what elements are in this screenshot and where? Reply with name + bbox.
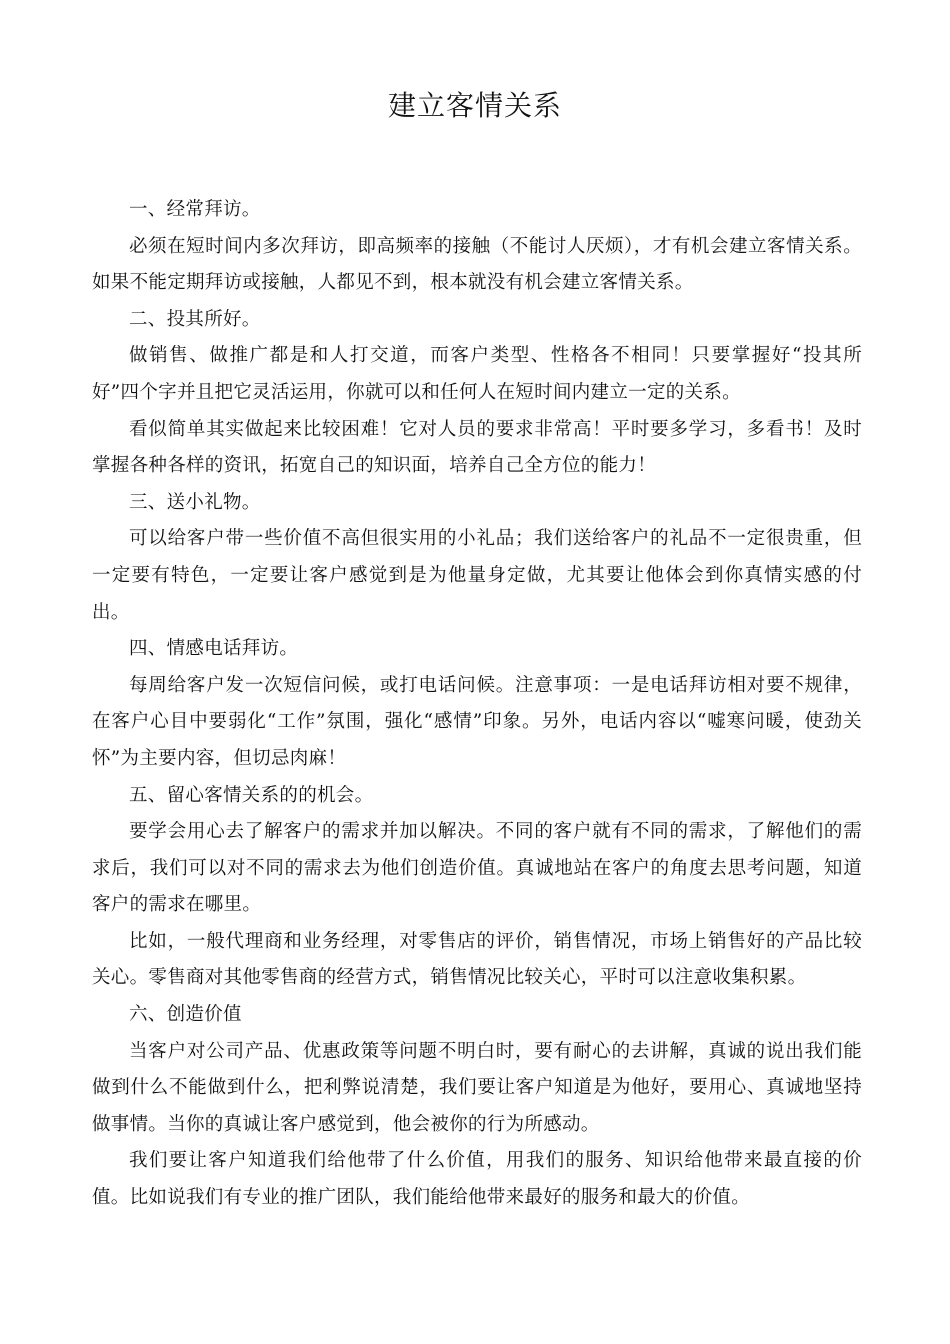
body-paragraph: 当客户对公司产品、优惠政策等问题不明白时，要有耐心的去讲解，真诚的说出我们能做到什么不能做到什么，把利弊说清楚，我们要让客户知道是为他好，要用心、真诚地坚持做事情。当你的真诚让客户感觉到，他会被你的行为所感动。 <box>92 1040 862 1135</box>
document-body <box>92 192 862 1217</box>
body-paragraph: 比如，一般代理商和业务经理，对零售店的评价，销售情况，市场上销售好的产品比较关心。零售商对其他零售商的经营方式，销售情况比较关心，平时可以注意收集积累。 <box>92 930 862 989</box>
body-paragraph: 可以给客户带一些价值不高但很实用的小礼品；我们送给客户的礼品不一定很贵重，但一定要有特色，一定要让客户感觉到是为他量身定做，尤其要让他体会到你真情实感的付出。 <box>92 528 862 623</box>
body-paragraph: 必须在短时间内多次拜访，即高频率的接触（不能讨人厌烦），才有机会建立客情关系。如果不能定期拜访或接触，人都见不到，根本就没有机会建立客情关系。 <box>92 235 862 294</box>
section-heading: 四、情感电话拜访。 <box>129 638 299 660</box>
document-title: 建立客情关系 <box>387 89 562 122</box>
section-heading: 三、送小礼物。 <box>129 491 261 513</box>
body-paragraph: 我们要让客户知道我们给他带了什么价值，用我们的服务、知识给他带来最直接的价值。比如说我们有专业的推广团队，我们能给他带来最好的服务和最大的价值。 <box>92 1150 862 1209</box>
section-heading: 一、经常拜访。 <box>129 199 261 220</box>
body-paragraph: 要学会用心去了解客户的需求并加以解决。不同的客户就有不同的需求，了解他们的需求后，我们可以对不同的需求去为他们创造价值。真诚地站在客户的角度去思考问题，知道客户的需求在哪里。 <box>92 821 862 916</box>
body-paragraph: 每周给客户发一次短信问候，或打电话问候。注意事项：一是电话拜访相对要不规律，在客户心目中要弱化“工作”氛围，强化“感情”印象。另外，电话内容以“嘘寒问暖，使劲关怀”为主要内容，但切忌肉麻！ <box>92 674 862 769</box>
section-heading: 六、创造价值 <box>129 1004 242 1026</box>
body-paragraph: 做销售、做推广都是和人打交道，而客户类型、性格各不相同！只要掌握好“投其所好”四个字并且把它灵活运用，你就可以和任何人在短时间内建立一定的关系。 <box>92 345 862 403</box>
body-paragraph: 看似简单其实做起来比较困难！它对人员的要求非常高！平时要多学习，多看书！及时掌握各种各样的资讯，拓宽自己的知识面，培养自己全方位的能力！ <box>92 418 862 477</box>
section-heading: 五、留心客情关系的的机会。 <box>129 784 374 806</box>
section-heading: 二、投其所好。 <box>129 308 261 330</box>
